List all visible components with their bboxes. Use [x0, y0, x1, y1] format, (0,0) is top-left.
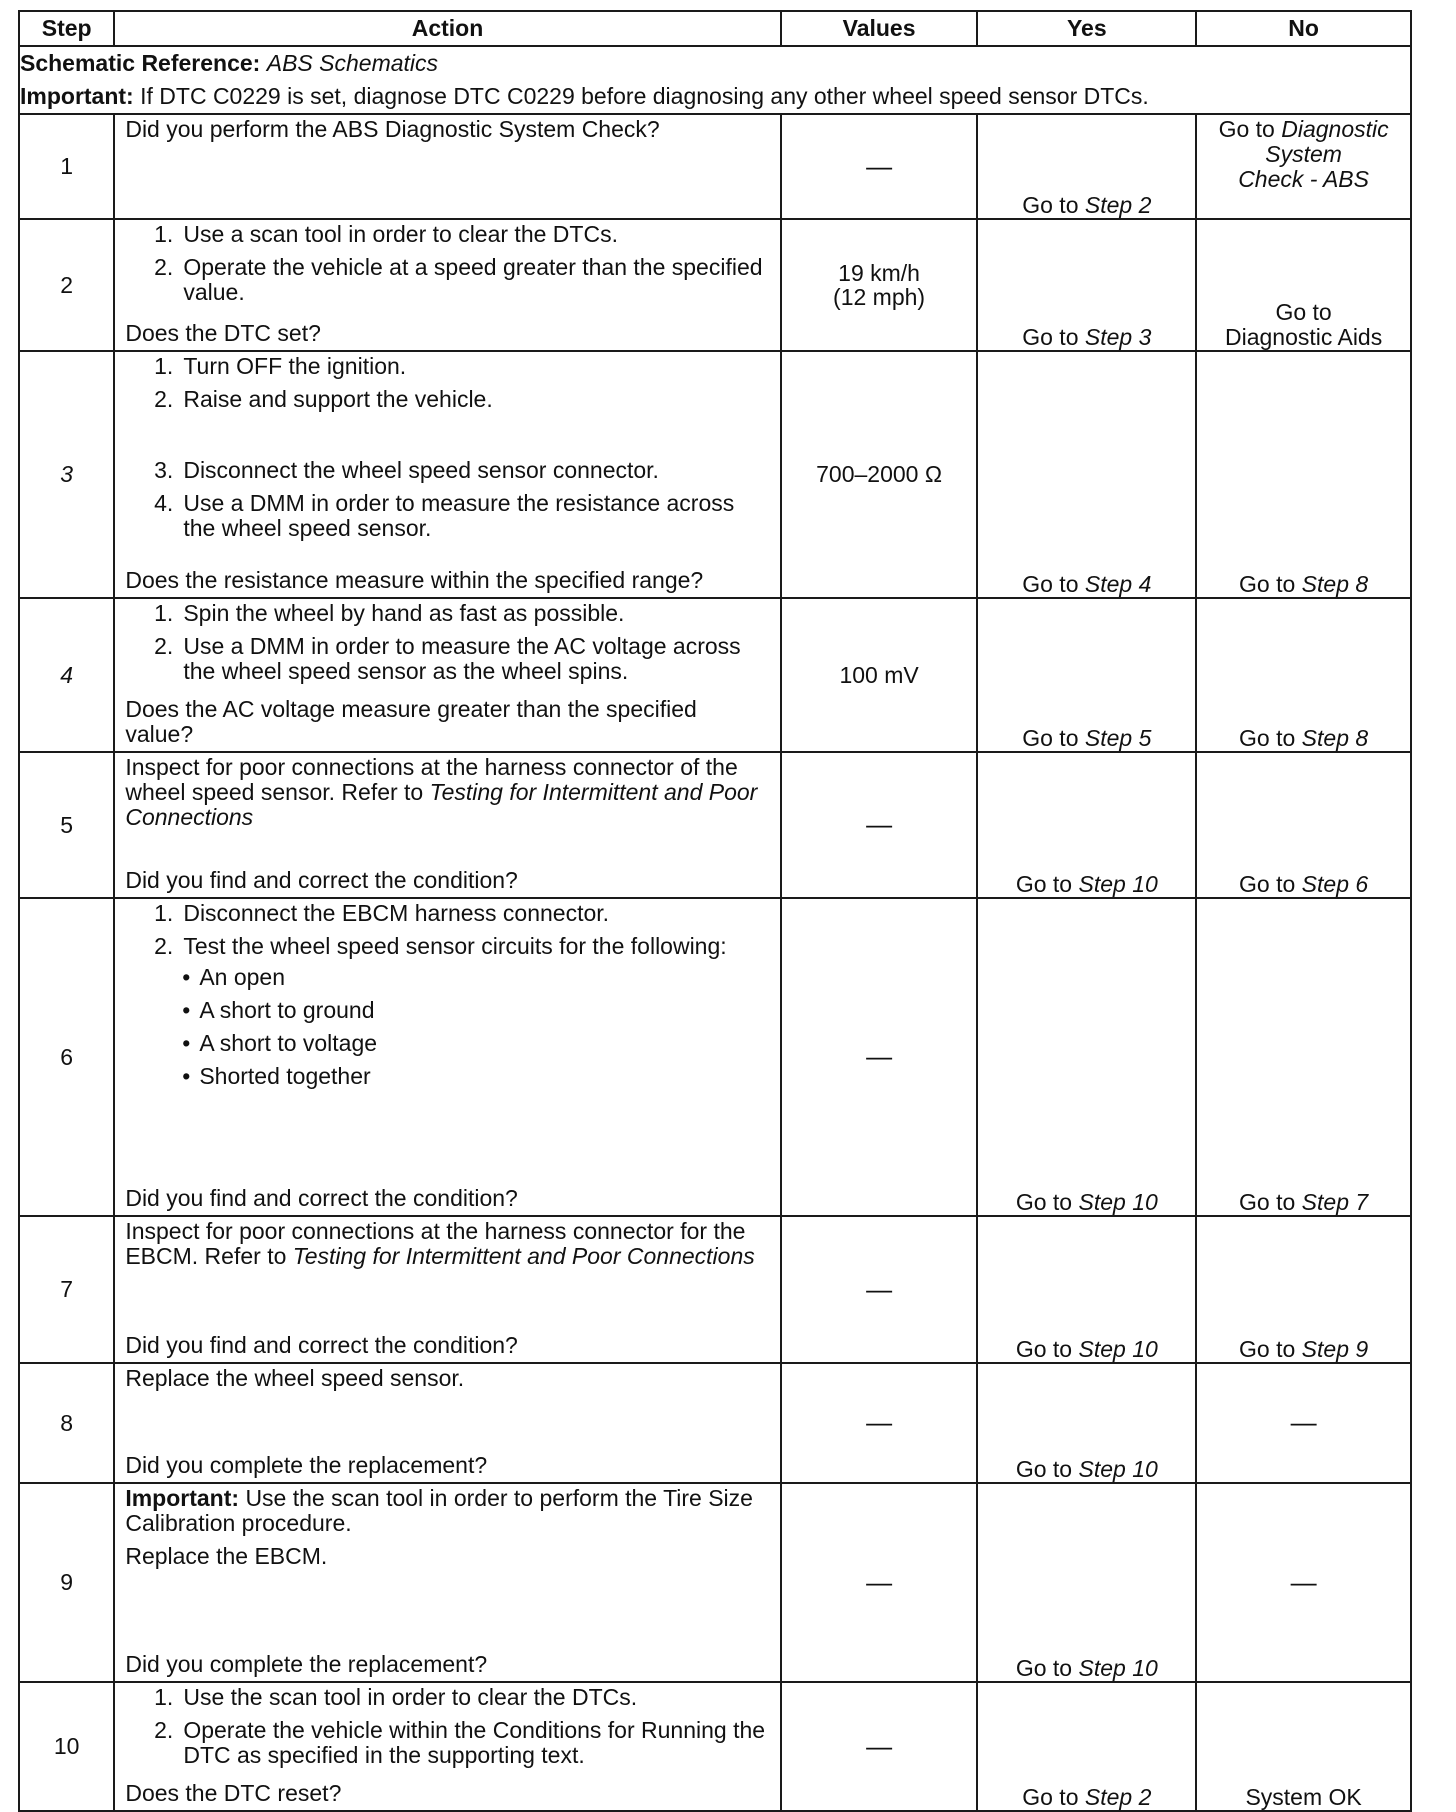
step-question: Did you complete the replacement?	[125, 1651, 488, 1677]
table-row: 7 Inspect for poor connections at the harness connector for the EBCM. Refer to Testing for Intermittent and Poor Connections Did you find and correct the condition? — Go to Step 10 Go to Step 9	[19, 1216, 1411, 1363]
step-number: 9	[19, 1483, 114, 1682]
value-none: —	[866, 809, 893, 839]
step-question: Does the AC voltage measure greater than the specified value?	[125, 696, 697, 747]
header-row	[19, 11, 1411, 46]
no-action: Go to Step 6	[1196, 752, 1411, 898]
no-none: —	[1290, 1407, 1317, 1437]
value-none: —	[866, 1730, 893, 1761]
header-yes: Yes	[977, 11, 1196, 46]
table-row: 9 Important: Use the scan tool in order to perform the Tire Size Calibration procedure. Replace the EBCM. Did you complete the replacement? — Go to Step 10 —	[19, 1483, 1411, 1682]
step-number: 1	[19, 114, 114, 219]
no-action: Go to Diagnostic System Check - ABS	[1196, 114, 1411, 219]
step-number: 4	[19, 598, 114, 752]
step-number: 2	[19, 219, 114, 351]
step-number: 6	[19, 898, 114, 1216]
yes-action: Go to Step 5	[977, 598, 1196, 752]
step-question: Did you perform the ABS Diagnostic System Check?	[125, 116, 660, 142]
step-value: 700–2000 Ω	[781, 351, 978, 598]
header-no: No	[1196, 11, 1411, 46]
no-action: Go to Step 8	[1196, 351, 1411, 598]
table-row: 5 Inspect for poor connections at the harness connector of the wheel speed sensor. Refer to Testing for Intermittent and Poor Connections Did you find and correct the condition? — Go to Step 10 Go to Step 6	[19, 752, 1411, 898]
step-question: Did you find and correct the condition?	[125, 867, 518, 893]
yes-action: Go to Step 10	[977, 1483, 1196, 1682]
yes-action: Go to Step 3	[977, 219, 1196, 351]
yes-action: Go to Step 4	[977, 351, 1196, 598]
value-none: —	[866, 1407, 893, 1437]
header-values: Values	[781, 11, 978, 46]
value-none: —	[866, 1273, 893, 1304]
yes-action: Go to Step 10	[977, 1363, 1196, 1483]
step-question: Did you find and correct the condition?	[125, 1185, 518, 1211]
no-none: —	[1290, 1566, 1317, 1597]
table-row: 2 1. Use a scan tool in order to clear the DTCs. 2. Operate the vehicle at a speed greater than the specified value. Does the DTC set? 19 km/h (12 mph) Go to Step 3 Go to Diagnostic Aids	[19, 219, 1411, 351]
table-row: 3 1. Turn OFF the ignition. 2. Raise and support the vehicle. 3. Disconnect the wheel speed sensor connector. 4. Use a DMM in order to measure the resistance across the wheel speed sensor. Does the resistance measure within the specified range? 700–2000 Ω Go to Step 4 Go to Step 8	[19, 351, 1411, 598]
no-action: Go to Step 9	[1196, 1216, 1411, 1363]
value-none: —	[866, 1041, 893, 1071]
table-row: 10 1. Use the scan tool in order to clear the DTCs. 2. Operate the vehicle within the Conditions for Running the DTC as specified in the supporting text. Does the DTC reset? — Go to Step 2 System OK	[19, 1682, 1411, 1811]
no-action: Go to Step 8	[1196, 598, 1411, 752]
value-none: —	[866, 150, 893, 181]
step-value: 100 mV	[781, 598, 978, 752]
header-step: Step	[19, 11, 114, 46]
step-number: 10	[19, 1682, 114, 1811]
table-row: 6 1. Disconnect the EBCM harness connector. 2. Test the wheel speed sensor circuits for the following: • An open • A short to ground • A short to voltage • Shorted together Did you find and correct the condition? — Go to Step 10 Go to Step 7	[19, 898, 1411, 1216]
diagnostic-table	[18, 10, 1412, 1812]
step-number: 3	[19, 351, 114, 598]
step-number: 5	[19, 752, 114, 898]
table-row	[19, 114, 1411, 219]
step-question: Did you complete the replacement?	[125, 1452, 488, 1478]
header-action: Action	[114, 11, 780, 46]
step-number: 7	[19, 1216, 114, 1363]
value-none: —	[866, 1566, 893, 1597]
no-action: System OK	[1196, 1682, 1411, 1811]
info-row	[19, 46, 1411, 114]
table-row: 4 1. Spin the wheel by hand as fast as possible. 2. Use a DMM in order to measure the AC voltage across the wheel speed sensor as the wheel spins. Does the AC voltage measure greater than the specified value? 100 mV Go to Step 5 Go to Step 8	[19, 598, 1411, 752]
yes-action: Go to Step 10	[977, 898, 1196, 1216]
yes-action: Go to Step 2	[977, 1682, 1196, 1811]
step-number: 8	[19, 1363, 114, 1483]
yes-action: Go to Step 10	[977, 1216, 1196, 1363]
step-question: Did you find and correct the condition?	[125, 1332, 518, 1358]
step-question: Does the DTC reset?	[125, 1780, 342, 1806]
yes-action: Go to Step 2	[977, 114, 1196, 219]
schematic-reference: Schematic Reference: ABS Schematics	[20, 50, 439, 76]
step-value: 19 km/h (12 mph)	[781, 219, 978, 351]
step-question: Does the DTC set?	[125, 320, 321, 346]
important-note: Important: If DTC C0229 is set, diagnose DTC C0229 before diagnosing any other wheel speed sensor DTCs.	[20, 83, 1149, 109]
no-action: Go to Step 7	[1196, 898, 1411, 1216]
no-action: Go to Diagnostic Aids	[1196, 219, 1411, 351]
yes-action: Go to Step 10	[977, 752, 1196, 898]
table-row: 8 Replace the wheel speed sensor. Did you complete the replacement? — Go to Step 10 —	[19, 1363, 1411, 1483]
step-question: Does the resistance measure within the specified range?	[125, 567, 704, 593]
